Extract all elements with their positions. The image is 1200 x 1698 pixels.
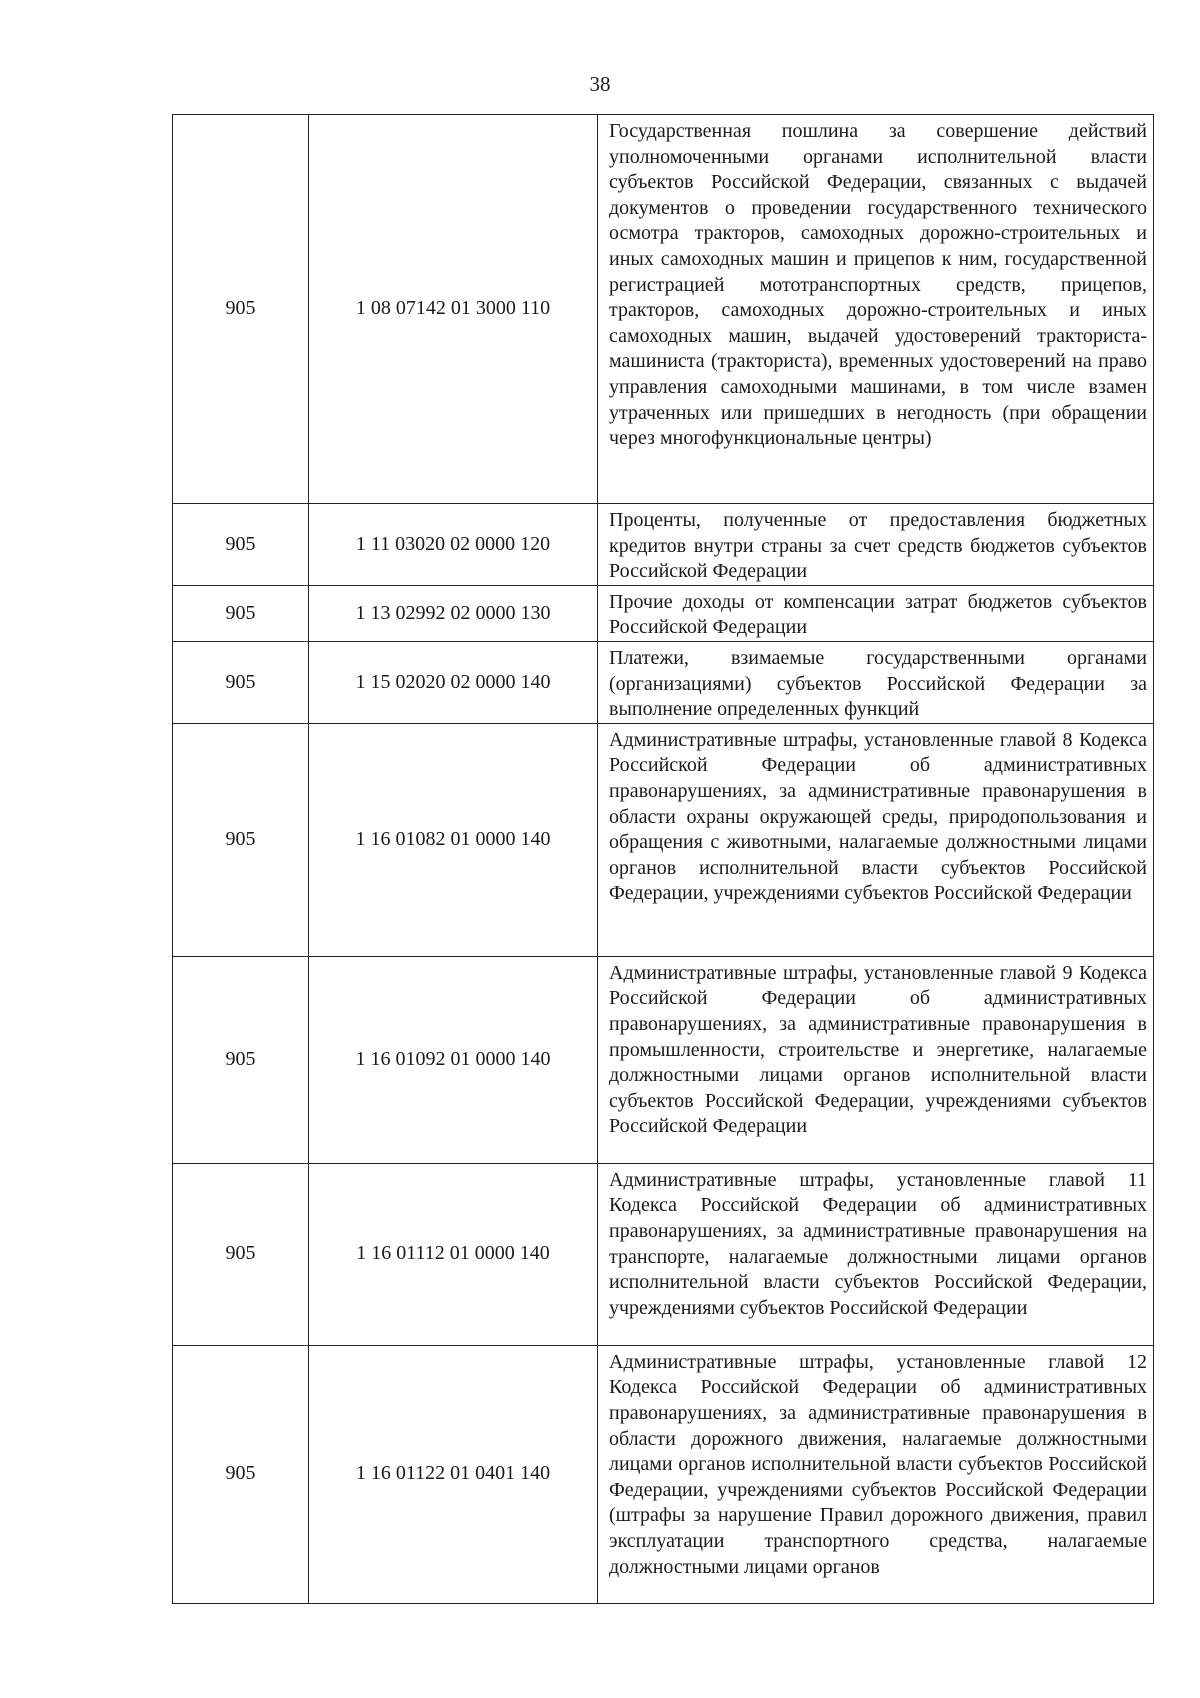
table-row bbox=[173, 1345, 1154, 1603]
table-row bbox=[173, 1163, 1154, 1345]
admin-code-cell: 905 bbox=[173, 723, 309, 956]
budget-classification-code-cell: 1 16 01092 01 0000 140 bbox=[309, 956, 598, 1163]
admin-code-cell: 905 bbox=[173, 115, 309, 504]
admin-code-cell: 905 bbox=[173, 956, 309, 1163]
budget-classification-code-cell: 1 15 02020 02 0000 140 bbox=[309, 641, 598, 723]
revenue-description-cell: Административные штрафы, установленные главой 12 Кодекса Российской Федерации об административных правонарушениях, за административные правонарушения в области дорожного движения, налагаемые должностными лицами органов исполнительной власти субъектов Российской Федерации, учреждениями субъектов Российской Федерации (штрафы за нарушение Правил дорожного движения, правил эксплуатации транспортного средства, налагаемые должностными лицами органов bbox=[598, 1345, 1154, 1603]
page-number: 38 bbox=[589, 72, 611, 96]
table-row bbox=[173, 504, 1154, 586]
table-row bbox=[173, 641, 1154, 723]
admin-code-cell: 905 bbox=[173, 641, 309, 723]
revenue-description-cell: Платежи, взимаемые государственными органами (организациями) субъектов Российской Федерации за выполнение определенных функций bbox=[598, 641, 1154, 723]
table-row bbox=[173, 115, 1154, 504]
revenue-description-cell: Административные штрафы, установленные главой 9 Кодекса Российской Федерации об административных правонарушениях, за административные правонарушения в промышленности, строительстве и энергетике, налагаемые должностными лицами органов исполнительной власти субъектов Российской Федерации, учреждениями субъектов Российской Федерации bbox=[598, 956, 1154, 1163]
revenue-code-table bbox=[172, 114, 1154, 1604]
budget-classification-code-cell: 1 11 03020 02 0000 120 bbox=[309, 504, 598, 586]
budget-classification-code-cell: 1 13 02992 02 0000 130 bbox=[309, 585, 598, 641]
admin-code-cell: 905 bbox=[173, 504, 309, 586]
budget-classification-code-cell: 1 08 07142 01 3000 110 bbox=[309, 115, 598, 504]
budget-classification-code-cell: 1 16 01112 01 0000 140 bbox=[309, 1163, 598, 1345]
revenue-description-cell: Государственная пошлина за совершение действий уполномоченными органами исполнительной власти субъектов Российской Федерации, связанных с выдачей документов о проведении государственного технического осмотра тракторов, самоходных дорожно-строительных и иных самоходных машин и прицепов к ним, государственной регистрацией мототранспортных средств, прицепов, тракторов, самоходных дорожно-строительных и иных самоходных машин, выдачей удостоверений тракториста-машиниста (тракториста), временных удостоверений на право управления самоходными машинами, в том числе взамен утраченных или пришедших в негодность (при обращении через многофункциональные центры) bbox=[598, 115, 1154, 504]
table-row bbox=[173, 585, 1154, 641]
admin-code-cell: 905 bbox=[173, 1345, 309, 1603]
admin-code-cell: 905 bbox=[173, 1163, 309, 1345]
budget-classification-code-cell: 1 16 01082 01 0000 140 bbox=[309, 723, 598, 956]
revenue-description-cell: Прочие доходы от компенсации затрат бюджетов субъектов Российской Федерации bbox=[598, 585, 1154, 641]
revenue-description-cell: Проценты, полученные от предоставления бюджетных кредитов внутри страны за счет средств бюджетов субъектов Российской Федерации bbox=[598, 504, 1154, 586]
table-row bbox=[173, 723, 1154, 956]
revenue-description-cell: Административные штрафы, установленные главой 8 Кодекса Российской Федерации об административных правонарушениях, за административные правонарушения в области охраны окружающей среды, природопользования и обращения с животными, налагаемые должностными лицами органов исполнительной власти субъектов Российской Федерации, учреждениями субъектов Российской Федерации bbox=[598, 723, 1154, 956]
admin-code-cell: 905 bbox=[173, 585, 309, 641]
table-row bbox=[173, 956, 1154, 1163]
revenue-description-cell: Административные штрафы, установленные главой 11 Кодекса Российской Федерации об административных правонарушениях, за административные правонарушения на транспорте, налагаемые должностными лицами органов исполнительной власти субъектов Российской Федерации, учреждениями субъектов Российской Федерации bbox=[598, 1163, 1154, 1345]
budget-classification-code-cell: 1 16 01122 01 0401 140 bbox=[309, 1345, 598, 1603]
